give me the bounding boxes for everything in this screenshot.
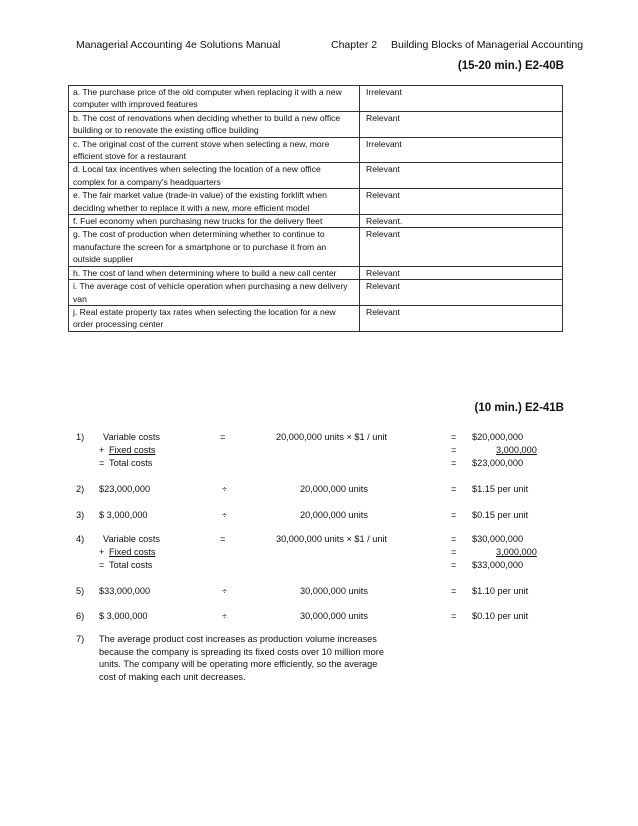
answer-cell: Irrelevant — [360, 137, 563, 163]
calculation: 20,000,000 units × $1 / unit — [276, 432, 388, 442]
divisor: 20,000,000 units — [300, 510, 368, 520]
question-cell: f. Fuel economy when purchasing new trucks for the delivery fleet — [69, 215, 360, 228]
section-title-e2-41b: (10 min.) E2-41B — [474, 402, 564, 414]
table-row — [69, 305, 563, 331]
question-cell: g. The cost of production when determining whether to continue to manufacture the screen for a smartphone or to purchase it from an outside supplier — [69, 228, 360, 266]
item-number: 6) — [76, 611, 85, 621]
item-number: 4) — [76, 534, 85, 544]
question-cell: j. Real estate property tax rates when selecting the location for a new order processing center — [69, 305, 360, 331]
question-cell: d. Local tax incentives when selecting the location of a new office complex for a company's headquarters — [69, 163, 360, 189]
operator: = — [220, 534, 226, 544]
equals: = — [451, 611, 457, 621]
header-book-title: Managerial Accounting 4e Solutions Manual — [76, 39, 281, 51]
answer-cell: Relevant — [360, 228, 563, 266]
result: $1.10 per unit — [472, 586, 529, 596]
dividend: $23,000,000 — [99, 484, 151, 494]
fixed-costs-value: 3,000,000 — [496, 547, 537, 557]
divisor: 30,000,000 units — [300, 611, 368, 621]
total-costs-value: $23,000,000 — [472, 458, 524, 468]
total-costs-value: $33,000,000 — [472, 560, 524, 570]
equals: = — [451, 445, 457, 455]
result: $1.15 per unit — [472, 484, 529, 494]
fixed-costs-label: Fixed costs — [109, 547, 156, 557]
answer-cell: Relevant — [360, 266, 563, 279]
fixed-costs-value: 3,000,000 — [496, 445, 537, 455]
operator: ÷ — [222, 611, 228, 621]
calculation: 30,000,000 units × $1 / unit — [276, 534, 388, 544]
equals: = — [451, 432, 457, 442]
item-number: 7) — [76, 634, 85, 644]
question-cell: h. The cost of land when determining where to build a new call center — [69, 266, 360, 279]
equals: = — [451, 547, 457, 557]
operator: ÷ — [222, 510, 228, 520]
divisor: 20,000,000 units — [300, 484, 368, 494]
dividend: $33,000,000 — [99, 586, 151, 596]
section-title-e2-40b: (15-20 min.) E2-40B — [457, 60, 564, 72]
item-number: 3) — [76, 510, 85, 520]
equals: = — [451, 586, 457, 596]
answer-cell: Relevant — [360, 111, 563, 137]
equals: = — [451, 510, 457, 520]
equals: = — [451, 534, 457, 544]
total-costs-label: Total costs — [109, 458, 153, 468]
table-row — [69, 280, 563, 306]
table-row — [69, 266, 563, 279]
table-row — [69, 137, 563, 163]
answer-cell: Relevant. — [360, 215, 563, 228]
equals: = — [99, 458, 105, 468]
plus-sign: + — [99, 547, 105, 557]
result: $0.10 per unit — [472, 611, 529, 621]
answer-cell: Irrelevant — [360, 86, 563, 112]
answer-cell: Relevant — [360, 305, 563, 331]
dividend: $ 3,000,000 — [99, 510, 148, 520]
item-number: 1) — [76, 432, 85, 442]
result: $20,000,000 — [472, 432, 524, 442]
operator: = — [220, 432, 226, 442]
operator: ÷ — [222, 484, 228, 494]
equals: = — [451, 458, 457, 468]
variable-costs-label: Variable costs — [103, 534, 161, 544]
total-costs-label: Total costs — [109, 560, 153, 570]
divisor: 30,000,000 units — [300, 586, 368, 596]
fixed-costs-label: Fixed costs — [109, 445, 156, 455]
relevance-table — [68, 85, 563, 332]
equals: = — [451, 560, 457, 570]
header-chapter-title: Building Blocks of Managerial Accounting — [391, 39, 584, 51]
operator: ÷ — [222, 586, 228, 596]
item-number: 2) — [76, 484, 85, 494]
question-cell: a. The purchase price of the old computer when replacing it with a new computer with improved features — [69, 86, 360, 112]
question-cell: c. The original cost of the current stove when selecting a new, more efficient stove for a restaurant — [69, 137, 360, 163]
item-number: 5) — [76, 586, 85, 596]
table-row — [69, 111, 563, 137]
answer-cell: Relevant — [360, 189, 563, 215]
question-cell: i. The average cost of vehicle operation when purchasing a new delivery van — [69, 280, 360, 306]
table-row — [69, 86, 563, 112]
header-chapter: Chapter 2 — [331, 39, 378, 51]
plus-sign: + — [99, 445, 105, 455]
result: $0.15 per unit — [472, 510, 529, 520]
dividend: $ 3,000,000 — [99, 611, 148, 621]
table-row — [69, 163, 563, 189]
question-cell: b. The cost of renovations when deciding whether to build a new office building or to renovate the existing office building — [69, 111, 360, 137]
question-cell: e. The fair market value (trade-in value) of the existing forklift when deciding whether to replace it with a new, more efficient model — [69, 189, 360, 215]
equals: = — [99, 560, 105, 570]
answer-cell: Relevant — [360, 163, 563, 189]
table-row — [69, 228, 563, 266]
variable-costs-label: Variable costs — [103, 432, 161, 442]
table-row — [69, 215, 563, 228]
answer-cell: Relevant — [360, 280, 563, 306]
table-row — [69, 189, 563, 215]
equals: = — [451, 484, 457, 494]
item-7-explanation: The average product cost increases as production volume increases because the company is spreading its fixed costs over 10 million more units. The company will be operating more efficiently, so the average cost of making each unit decreases. — [99, 634, 384, 682]
result: $30,000,000 — [472, 534, 524, 544]
